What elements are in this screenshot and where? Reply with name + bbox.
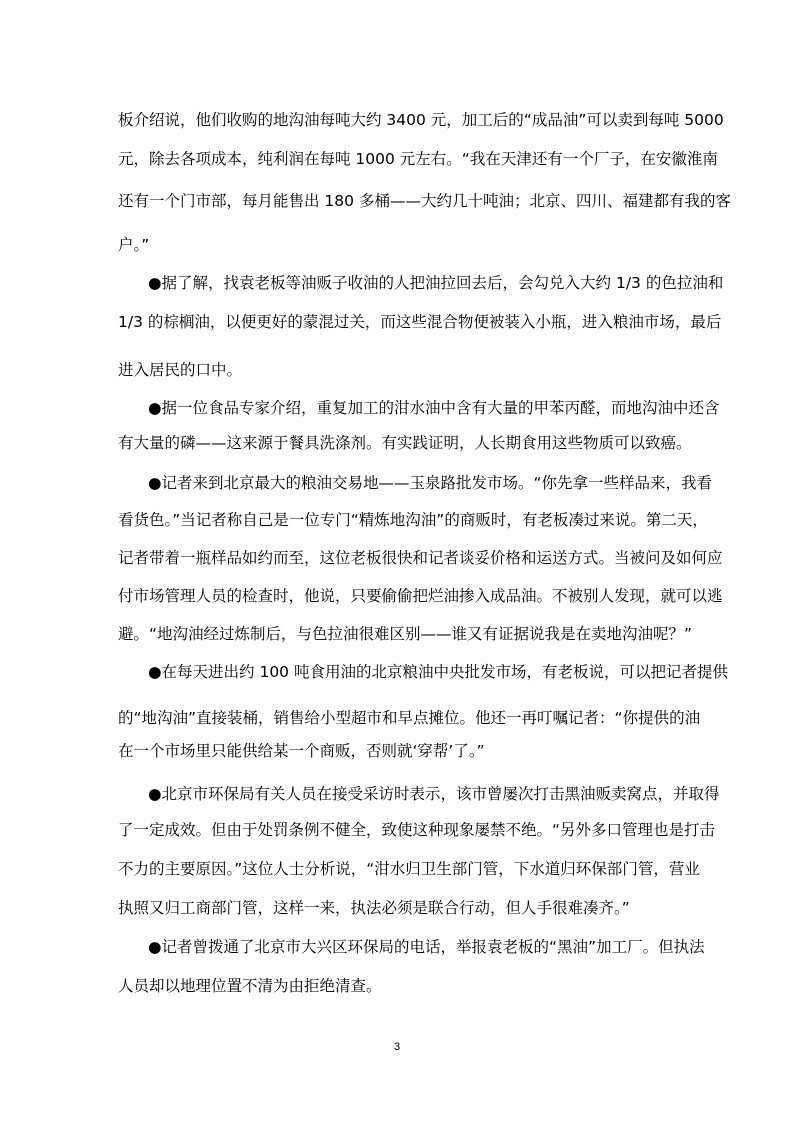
text-line-23: 人员却以地理位置不清为由拒绝清查。 bbox=[118, 977, 382, 995]
text-line-3: 还有一个门市部，每月能售出 180 多桶——大约几十吨油；北京、四川、福建都有我的客 bbox=[118, 192, 731, 210]
paragraph-line-22: ●记者曾拨通了北京市大兴区环保局的电话，举报袁老板的“黑油”加工厂。但执法 bbox=[148, 938, 705, 956]
paragraph-line-18: ●北京市环保局有关人员在接受采访时表示，该市曾屡次打击黑油贩卖窝点，并取得 bbox=[148, 785, 720, 803]
text-line-20: 不力的主要原因。”这位人士分析说，“泔水归卫生部门管，下水道归环保部门管，营业 bbox=[118, 860, 700, 878]
paragraph-line-10: ●记者来到北京最大的粮油交易地——玉泉路批发市场。“你先拿一些样品来，我看 bbox=[148, 474, 713, 492]
text-line-16: 的“地沟油”直接装桶，销售给小型超市和早点摊位。他还一再叮嘱记者：“你提供的油 bbox=[118, 709, 701, 727]
text-line-4: 户。” bbox=[118, 236, 150, 254]
text-line-7: 进入居民的口中。 bbox=[118, 361, 243, 379]
text-line-11: 看货色。”当记者称自己是一位专门“精炼地沟油”的商贩时，有老板凑过来说。第二天， bbox=[118, 511, 708, 529]
paragraph-line-5: ●据了解，找袁老板等油贩子收油的人把油拉回去后，会勾兑入大约 1/3 的色拉油和 bbox=[148, 274, 724, 292]
text-line-6: 1/3 的棕榈油，以便更好的蒙混过关，而这些混合物便被装入小瓶，进入粮油市场，最后 bbox=[118, 313, 722, 331]
text-line-19: 了一定成效。但由于处罚条例不健全，致使这种现象屡禁不绝。“另外多口管理也是打击 bbox=[118, 821, 716, 839]
text-line-13: 付市场管理人员的检查时，他说，只要偷偷把烂油掺入成品油。不被别人发现，就可以逃 bbox=[118, 587, 723, 605]
paragraph-line-15: ●在每天进出约 100 吨食用油的北京粮油中央批发市场，有老板说，可以把记者提供 bbox=[148, 663, 728, 681]
text-line-17: 在一个市场里只能供给某一个商贩，否则就‘穿帮’了。” bbox=[118, 742, 485, 760]
text-line-9: 有大量的磷——这来源于餐具洗涤剂。有实践证明，人长期食用这些物质可以致癌。 bbox=[118, 434, 692, 452]
page-number: 3 bbox=[393, 1041, 401, 1053]
text-line-21: 执照又归工商部门管，这样一来，执法必须是联合行动，但人手很难凑齐。” bbox=[118, 899, 630, 917]
text-line-12: 记者带着一瓶样品如约而至，这位老板很快和记者谈妥价格和运送方式。当被问及如何应 bbox=[118, 549, 723, 567]
text-line-14: 避。“地沟油经过炼制后，与色拉油很难区别——谁又有证据说我是在卖地沟油呢？” bbox=[118, 625, 693, 643]
text-line-2: 元，除去各项成本，纯利润在每吨 1000 元左右。“我在天津还有一个厂子，在安徽淮南 bbox=[118, 150, 718, 168]
text-line-1: 板介绍说，他们收购的地沟油每吨大约 3400 元，加工后的“成品油”可以卖到每吨 5000 bbox=[118, 111, 724, 129]
paragraph-line-8: ●据一位食品专家介绍，重复加工的泔水油中含有大量的甲苯丙醛，而地沟油中还含 bbox=[148, 399, 720, 417]
